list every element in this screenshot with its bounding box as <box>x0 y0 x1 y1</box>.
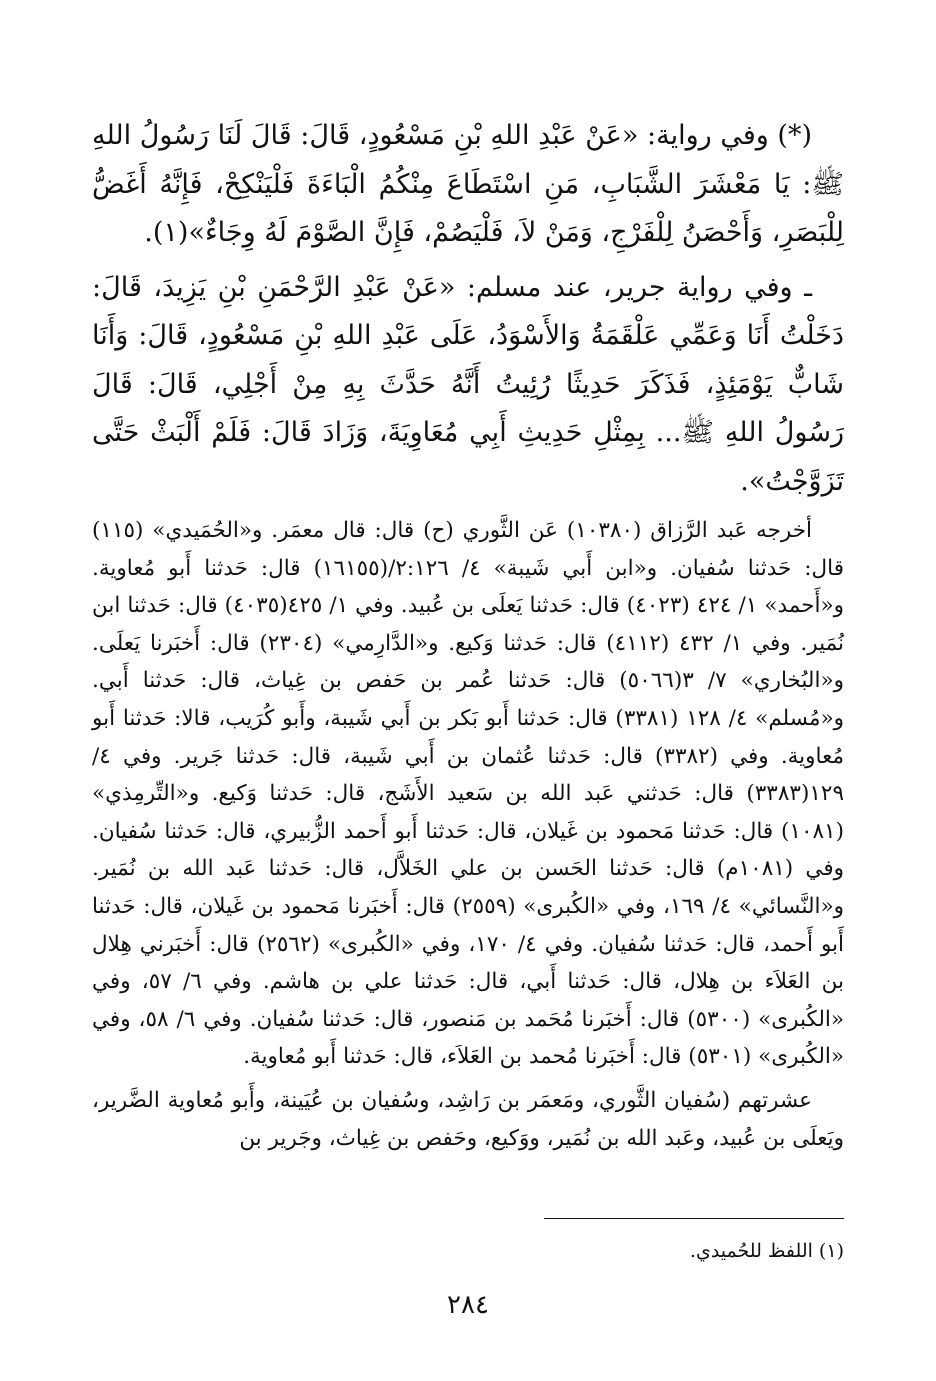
narrators-summary-paragraph: عشرتهم (سُفيان الثَّوري، ومَعمَر بن رَاشِد، وسُفيان بن عُيَينة، وأَبو مُعاوية الضَّرير، ويَعلَى بن عُبيد، وعَبد الله بن نُمَير، ووَكيع، وحَفص بن غِياث، وجَرير بن <box>92 1087 844 1151</box>
takhrij-paragraph: أخرجه عَبد الرَّزاق (١٠٣٨٠) عَن الثَّوري (ح) قال: قال معمَر. و«الحُمَيدي» (١١٥) قال: حَدثنا سُفيان. و«ابن أَبي شَيبة» ٤/ ٢:١٢٦/(١٦١٥٥) قال: حَدثنا أَبو مُعاوية. و«أَحمد» ١/ ٤٢٤ (٤٠٢٣) قال: حَدثنا يَعلَى بن عُبيد. وفي ١/ ٤٢٥(٤٠٣٥) قال: حَدثنا ابن نُمَير. وفي ١/ ٤٣٢ (٤١١٢) قال: حَدثنا وَكيع. و«الدَّارِمي» (٢٣٠٤) قال: أَخبَرنا يَعلَى. و«البُخاري» ٧/ ٣(٥٠٦٦) قال: حَدثنا عُمر بن حَفص بن غِياث، قال: حَدثنا أَبي. و«مُسلم» ٤/ ١٢٨ (٣٣٨١) قال: حَدثنا أَبو بَكر بن أَبي شَيبة، وأَبو كُرَيب، قالا: حَدثنا أَبو مُعاوية. وفي (٣٣٨٢) قال: حَدثنا عُثمان بن أَبي شَيبة، قال: حَدثنا جَرير. وفي ٤/ ١٢٩(٣٣٨٣) قال: حَدثني عَبد الله بن سَعيد الأَشَج، قال: حَدثنا وَكيع. و«التِّرمِذي» (١٠٨١) قال: حَدثنا مَحمود بن غَيلان، قال: حَدثنا أَبو أَحمد الزُّبيري، قال: حَدثنا سُفيان. وفي (١٠٨١م) قال: حَدثنا الحَسن بن علي الخَلاَّل، قال: حَدثنا عَبد الله بن نُمَير. و«النَّسائي» ٤/ ١٦٩، وفي «الكُبرى» (٢٥٥٩) قال: أَخبَرنا مَحمود بن غَيلان، قال: حَدثنا أَبو أَحمد، قال: حَدثنا سُفيان. وفي ٤/ ١٧٠، وفي «الكُبرى» (٢٥٦٢) قال: أَخبَرني هِلال بن العَلاَء بن هِلال، قال: حَدثنا أَبي، قال: حَدثنا علي بن هاشم. وفي ٦/ ٥٧، وفي «الكُبرى» (٥٣٠٠) قال: أَخبَرنا مُحَمد بن مَنصور، قال: حَدثنا سُفيان. وفي ٦/ ٥٨، وفي «الكُبرى» (٥٣٠١) قال: أَخبَرنا مُحمد بن العَلاَء، قال: حَدثنا أَبو مُعاوية. <box>92 518 845 1070</box>
footnote: (١) اللفظ للحُميدي. <box>689 1240 844 1262</box>
footnote-divider <box>544 1218 844 1219</box>
page-number: ٢٨٤ <box>447 1290 489 1320</box>
main-text <box>92 112 844 1163</box>
hadith-paragraph-2: ـ وفي رواية جرير، عند مسلم: «عَنْ عَبْدِ الرَّحْمَنِ بْنِ يَزِيدَ، قَالَ: دَخَلْتُ أَنَا وَعَمِّي عَلْقَمَةُ وَالأَسْوَدُ، عَلَى عَبْدِ اللهِ بْنِ مَسْعُودٍ، قَالَ: وَأَنَا شَابٌّ يَوْمَئِذٍ، فَذَكَرَ حَدِيثًا رُئِيتُ أَنَّهُ حَدَّثَ بِهِ مِنْ أَجْلِي، قَالَ: قَالَ رَسُولُ اللهِ ﷺ... بِمِثْلِ حَدِيثِ أَبِي مُعَاوِيَةَ، وَزَادَ قَالَ: فَلَمْ أَلْبَثْ حَتَّى تَزَوَّجْتُ». <box>92 271 844 497</box>
hadith-paragraph-1: (*) وفي رواية: «عَنْ عَبْدِ اللهِ بْنِ مَسْعُودٍ، قَالَ: قَالَ لَنَا رَسُولُ اللهِ ﷺ: يَا مَعْشَرَ الشَّبَابِ، مَنِ اسْتَطَاعَ مِنْكُمُ الْبَاءَةَ فَلْيَنْكِحْ، فَإِنَّهُ أَغَضُّ لِلْبَصَرِ، وَأَحْصَنُ لِلْفَرْجِ، وَمَنْ لاَ، فَلْيَصُمْ، فَإِنَّ الصَّوْمَ لَهُ وِجَاءٌ»(١). <box>92 120 844 248</box>
